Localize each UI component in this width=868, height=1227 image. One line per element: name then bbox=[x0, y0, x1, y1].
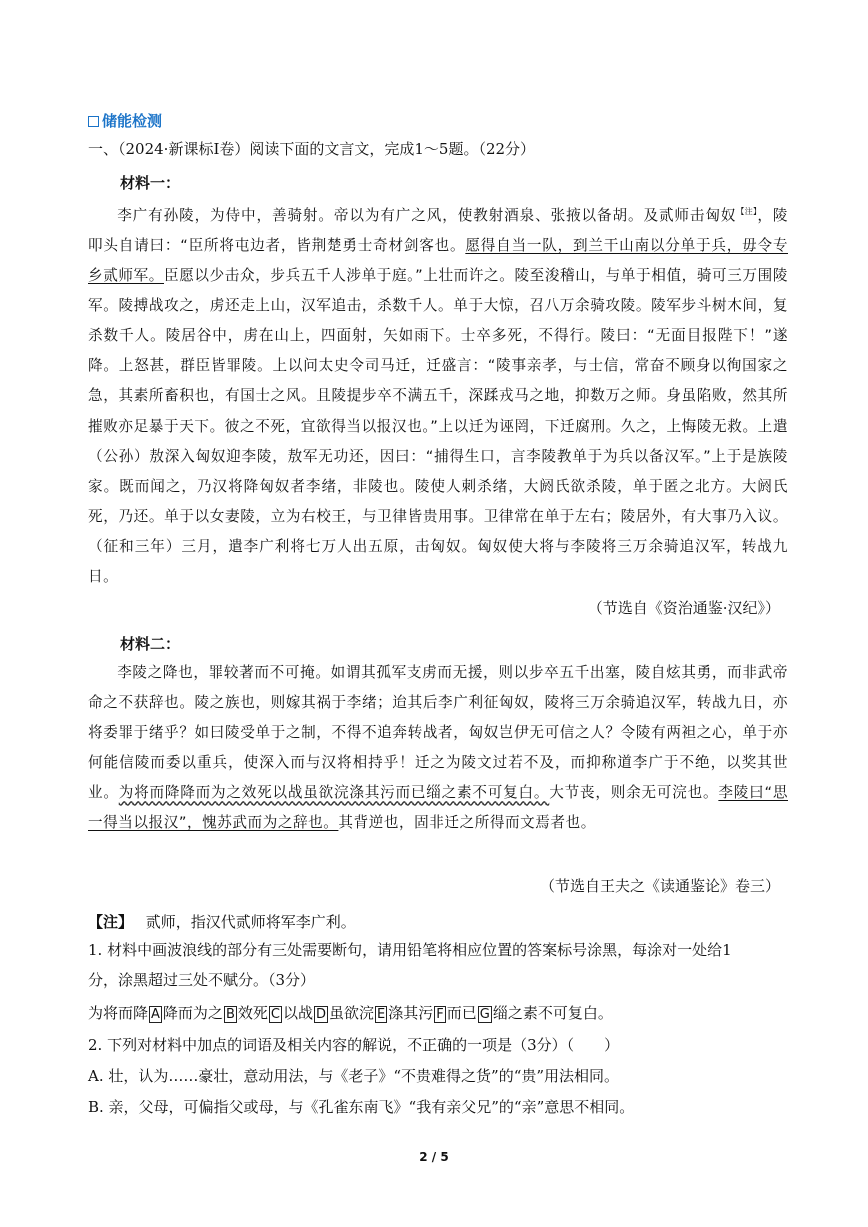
q2-option-b: B. 亲，父母，可偏指父或母，与《孔雀东南飞》“我有亲父兄”的“亲”意思不相同。 bbox=[88, 1098, 635, 1116]
q1-answer-box-c[interactable]: C bbox=[270, 1007, 280, 1022]
q1-answer-box-b[interactable]: B bbox=[225, 1007, 235, 1022]
q1-instruction-line2: 分，涂黑超过三处不赋分。（3分） bbox=[88, 971, 316, 989]
q1-text-segment: 虽欲浣 bbox=[328, 1004, 374, 1022]
note-text: 贰师，指汉代贰师将军李广利。 bbox=[145, 913, 356, 931]
page-number: 2 / 5 bbox=[419, 1150, 449, 1164]
q1-answer-box-a[interactable]: A bbox=[151, 1007, 160, 1022]
q1-answer-box-e[interactable]: E bbox=[377, 1007, 386, 1022]
q1-text-segment: 效死 bbox=[237, 1004, 268, 1022]
material2-underlined-segment: 李陵曰“思一得当以报汉”，愧苏武而为之辞也。 bbox=[88, 784, 788, 832]
q1-answer-line bbox=[88, 1003, 613, 1023]
material1-passage bbox=[88, 197, 788, 592]
q1-answer-box-d[interactable]: D bbox=[315, 1007, 326, 1022]
material2-passage bbox=[88, 658, 788, 839]
q1-text-segment: 降而为之 bbox=[162, 1004, 223, 1022]
material1-segment: ，陵叩头自请曰：“臣所将屯边者，皆荆楚勇士奇材剑客也。 bbox=[88, 206, 788, 254]
material1-title: 材料一： bbox=[120, 174, 181, 192]
question-title: 一、（2024·新课标Ⅰ卷）阅读下面的文言文，完成1～5题。（22分） bbox=[88, 140, 536, 158]
q1-text-segment: 缁之素不可复白。 bbox=[492, 1004, 613, 1022]
material1-segment: 李广有孙陵，为侍中，善骑射。帝以为有广之风，使教射酒泉、张掖以备胡。及贰师击匈奴 bbox=[117, 206, 737, 224]
material2-source: （节选自王夫之《读通鉴论》卷三） bbox=[539, 877, 780, 895]
q1-text-segment: 涤其污 bbox=[388, 1004, 434, 1022]
q1-instruction-line1: 1. 材料中画波浪线的部分有三处需要断句，请用铅笔将相应位置的答案标号涂黑，每涂对一处给1 bbox=[88, 941, 732, 959]
note bbox=[88, 912, 356, 932]
q1-text-segment: 为将而降 bbox=[88, 1004, 149, 1022]
note-label: 【注】 bbox=[88, 913, 134, 931]
material2-title: 材料二： bbox=[120, 635, 181, 653]
section-heading-text: 储能检测 bbox=[102, 112, 163, 130]
q2-stem: 2. 下列对材料中加点的词语及相关内容的解说，不正确的一项是（3分）（ ） bbox=[88, 1036, 620, 1054]
material2-segment: 李陵之降也，罪较著而不可掩。如谓其孤军支虏而无援，则以步卒五千出塞，陵自炫其勇，而非武帝命之不获辞也。陵之族也，则嫁其祸于李绪；迨其后李广利征匈奴，陵将三万余骑追汉军，转战九日，亦将委罪于绪乎？如曰陵受单于之制，不得不追奔转战者，匈奴岂伊无可信之人？令陵有两袒之心，单于亦何能信陵而委以重兵，使深入而与汉将相持乎！迁之为陵文过若不及，而抑称道李广于不绝，以奖其世业。 bbox=[88, 664, 788, 802]
material2-wavy-underline-segment: 为将而降降而为之效死以战虽欲浣涤其污而已缁之素不可复白。 bbox=[118, 784, 550, 802]
checkbox-icon bbox=[88, 116, 99, 127]
section-heading bbox=[88, 111, 162, 131]
material1-segment: 臣愿以少击众，步兵五千人涉单于庭。”上壮而许之。陵至浚稽山，与单于相值，骑可三万围陵军。陵搏战攻之，虏还走上山，汉军追击，杀数千人。单于大惊，召八万余骑攻陵。陵军步斗树木间，复杀数千人。陵居谷中，虏在山上，四面射，矢如雨下。士卒多死，不得行。陵曰：“无面目报陛下！”遂降。上怒甚，群臣皆罪陵。上以问太史令司马迁，迁盛言：“陵事亲孝，与士信，常奋不顾身以徇国家之急，其素所畜积也，有国士之风。且陵提步卒不满五千，深蹂戎马之地，抑数万之师。身虽陷败，然其所摧败亦足暴于天下。彼之不死，宜欲得当以报汉也。”上以迁为诬罔，下迁腐刑。久之，上悔陵无救。上遣（公孙）敖深入匈奴迎李陵，敖军无功还，因曰：“捕得生口，言李陵教单于为兵以备汉军。”上于是族陵家。既而闻之，乃汉将降匈奴者李绪，非陵也。陵使人刺杀绪，大阏氏欲杀陵，单于匿之北方。大阏氏死，乃还。单于以女妻陵，立为右校王，与卫律皆贵用事。卫律常在单于左右；陵居外，有大事乃入议。（征和三年）三月，遣李广利将七万人出五原，击匈奴。匈奴使大将与李陵将三万余骑追汉军，转战九日。 bbox=[88, 267, 788, 585]
q1-answer-box-f[interactable]: F bbox=[436, 1007, 444, 1022]
material2-segment: 其背逆也，固非迁之所得而文焉者也。 bbox=[338, 814, 596, 832]
q1-answer-box-g[interactable]: G bbox=[479, 1007, 490, 1022]
q2-option-a: A. 壮，认为……豪壮，意动用法，与《老子》“不贵难得之货”的“贵”用法相同。 bbox=[88, 1067, 620, 1085]
q1-text-segment: 以战 bbox=[282, 1004, 313, 1022]
material1-note-marker: 【注】 bbox=[736, 207, 758, 216]
material2-segment: 大节丧，则余无可浣也。 bbox=[549, 784, 719, 802]
q1-text-segment: 而已 bbox=[446, 1004, 477, 1022]
material1-underlined-segment: 愿得自当一队，到兰干山南以分单于兵，毋令专乡贰师军。 bbox=[88, 236, 788, 285]
material1-source: （节选自《资治通鉴·汉纪》） bbox=[587, 599, 780, 617]
